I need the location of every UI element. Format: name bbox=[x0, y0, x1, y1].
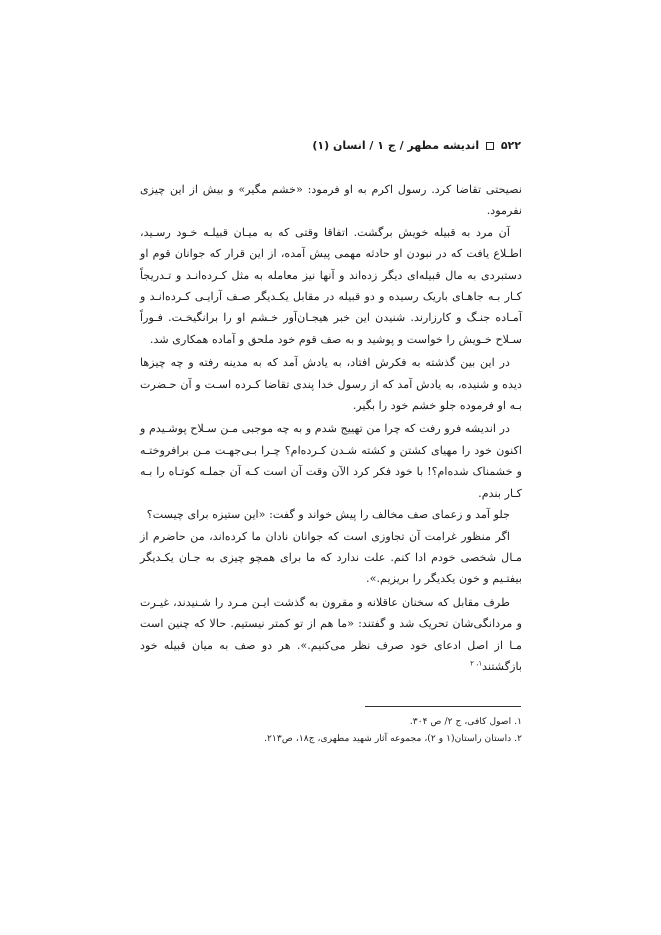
footnote: ۱. اصول کافی، ج ۲/ ص ۳۰۴. bbox=[409, 716, 522, 727]
square-bullet-icon bbox=[486, 142, 494, 150]
footnote-divider bbox=[365, 706, 521, 707]
footnotes bbox=[140, 713, 522, 747]
paragraph bbox=[140, 592, 522, 678]
paragraph: جلو آمد و زعمای صف مخالف را پیش خواند و گفت: «این ستیزه برای چیست؟ bbox=[146, 508, 510, 522]
footnote: ۲. داستان راستان(۱ و ۲)، مجموعه آثار شهید مطهری، ج۱۸، ص۲۱۳. bbox=[264, 733, 522, 744]
body-text bbox=[140, 179, 522, 677]
footnote-reference: ۱، ۲ bbox=[470, 659, 483, 668]
paragraph: در اندیشه فرو رفت که چرا من تهییج شدم و به چه موجبی مـن سـلاح پوشـیدم و اکنون خود را مهیای کشتن و کشته شـدن کـرده‌ام؟ چـرا بـی‌جهـت مـن برافروختـه و خشمناک شده‌ام؟! با خود فکر کرد الآن وقت آن است کـه آن جملـه کوتـاه را بـه کـار بندم. bbox=[140, 422, 522, 500]
running-header bbox=[140, 139, 521, 152]
paragraph: در این بین گذشته به فکرش افتاد، به یادش آمد که به مدینه رفته و چه چیزها دیده و شنیده، به یادش آمد که از رسول خدا پندی تقاضا کـرده اسـت و آن حـضرت بـه او فرموده جلو خشم خود را بگیر. bbox=[140, 356, 522, 413]
page-number: ۵۲۲ bbox=[500, 139, 521, 152]
paragraph: اگر منظور غرامت آن تجاوزی است که جوانان نادان ما کرده‌اند، من حاضرم از مـال شخصی خودم ادا کنم. علت ندارد که ما برای همچو چیزی به جـان یکـدیگر بیفتـیم و خون یکدیگر را بریزیم.». bbox=[140, 529, 522, 586]
paragraph: آن مرد به قبیله خویش برگشت. اتفاقا وقتی که به میـان قبیلـه خـود رسـید، اطـلاع یافت که در نبودن او حادثه مهمی پیش آمده، از این قرار که جوانان قوم او دستبردی به مال قبیله‌ای دیگر زده‌اند و آنها نیز معامله به مثل کـرده‌انـد و تـدریجاً کـار بـه جاهـای باریک رسیده و دو قبیله در مقابل یکـدیگر صـف آرایـی کـرده‌انـد و آمـاده جنـگ و کارزارند. شنیدن این خبر هیجـان‌آور خـشم او را برانگیخـت. فـوراً سـلاح خـویش را خواست و پوشید و به صف قوم خود ملحق و آماده همکاری شد. bbox=[140, 225, 522, 346]
running-title: اندیشه مطهر / ج ۱ / انسان (۱) bbox=[312, 139, 480, 152]
paragraph: نصیحتی تقاضا کرد. رسول اکرم به او فرمود: «خشم مگیر» و بیش از این چیزی نفرمود. bbox=[140, 183, 522, 218]
paragraph-text: طرف مقابل که سخنان عاقلانه و مقرون به گذشت ایـن مـرد را شـنیدند، غیـرت و مردانگی‌شان تحریک شد و گفتند: «ما هم از تو کمتر نیستیم. حالا که چنین است مـا از اصل ادعای خود صرف نظر می‌کنیم.». هر دو صف به میان قبیله خود بازگشتند bbox=[140, 595, 522, 673]
